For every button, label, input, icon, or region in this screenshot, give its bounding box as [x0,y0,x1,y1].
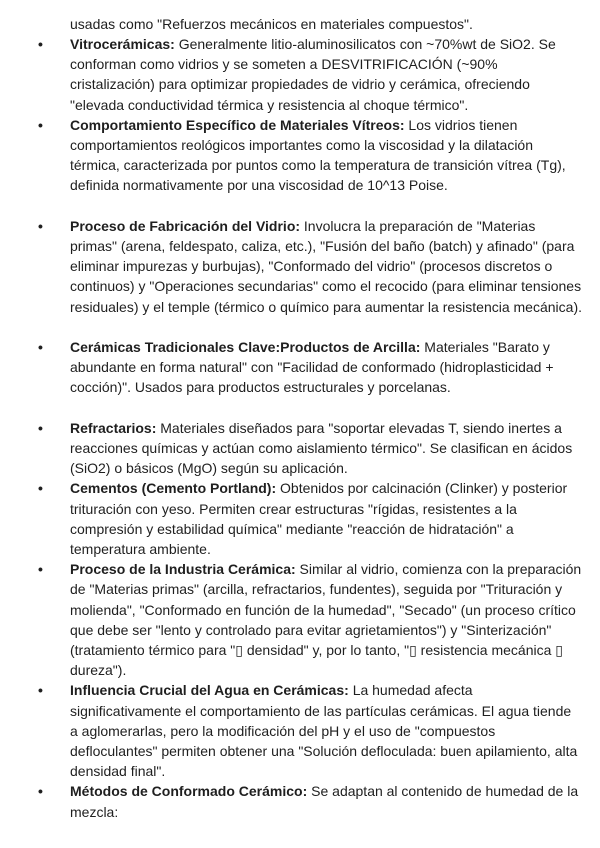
list-item [0,559,582,680]
item-text: Se adaptan al contenido de humedad de la mezcla: [70,783,579,820]
bullet-icon: • [38,783,43,800]
item-title: Métodos de Conformado Cerámico: [70,783,308,800]
item-title: Comportamiento Específico de Materiales Vítreos: [70,116,405,133]
item-text: Materiales "Barato y abundante en forma natural" con "Facilidad de conformado (hidroplasticidad + cocción)". Usados para productos estructurales y porcelanas. [70,338,554,396]
item-text: Materiales diseñados para "soportar elevadas T, siendo inertes a reacciones químicas y actúan como aislamiento térmico". Se clasifican en ácidos (SiO2) o básicos (MgO) según su aplicación. [70,419,573,477]
list-item [0,418,582,479]
bullet-icon: • [38,682,43,699]
list-item [0,680,582,781]
item-text: Los vidrios tienen comportamientos reológicos importantes como la viscosidad y la dilatación térmica, caracterizada por puntos como la temperatura de transición vítrea (Tg), definida normativamente por una viscosidad de 10^13 Poise. [70,116,566,194]
item-text: Generalmente litio-aluminosilicatos con ~70%wt de SiO2. Se conforman como vidrios y se someten a DESVITRIFICACIÓN (~90% cristalización) para optimizar propiedades de vidrio y cerámica, ofreciendo "elevada conductividad térmica y resistencia al choque térmico". [70,36,556,113]
list-item [0,216,582,337]
continuation-paragraph: usadas como "Refuerzos mecánicos en materiales compuestos". [70,16,473,32]
bullet-icon: • [38,480,43,497]
item-title: Cementos (Cemento Portland): [70,480,277,497]
bullet-icon: • [38,419,43,436]
list-item [0,781,582,821]
item-title: Proceso de la Industria Cerámica: [70,561,296,578]
item-text: Involucra la preparación de "Materias primas" (arena, feldespato, caliza, etc.), "Fusión del baño (batch) y afinado" (para eliminar impurezas y burbujas), "Conformado del vidrio" (procesos discretos o continuos) y "Operaciones secundarias" como el recocido (para eliminar tensiones residuales) y el temple (térmico o químico para aumentar la resistencia mecánica). [70,217,582,315]
item-title: Influencia Crucial del Agua en Cerámicas: [70,682,349,699]
list-item [0,115,582,216]
list-item [0,337,582,418]
item-title: Refractarios: [70,419,157,436]
bullet-icon: • [38,116,43,133]
item-text: Obtenidos por calcinación (Clinker) y posterior trituración con yeso. Permiten crear estructuras "rígidas, resistentes a la compresión y estabilidad química" mediante "reacción de hidratación" a temperatura ambiente. [70,480,568,557]
item-text: Similar al vidrio, comienza con la preparación de "Materias primas" (arcilla, refractarios, fundentes), seguida por "Trituración y molienda", "Conformado en función de la humedad", "Secado" (un proceso crítico que debe ser "lento y controlado para evitar agrietamientos") y "Sinterización" (tratamiento térmico para "▯ densidad" y, por lo tanto, "▯ resistencia mecánica ▯ dureza"). [70,561,582,679]
bullet-list [0,34,600,822]
bullet-icon: • [38,217,43,234]
item-title: Cerámicas Tradicionales Clave:Productos de Arcilla: [70,338,421,355]
bullet-icon: • [38,561,43,578]
item-text: La humedad afecta significativamente el comportamiento de las partículas cerámicas. El agua tiende a aglomerarlas, pero la modificación del pH y el uso de "compuestos defloculantes" permiten obtener una "Solución defloculada: buen apilamiento, alta densidad final". [70,682,578,780]
list-item [0,34,582,115]
list-item [0,478,582,559]
bullet-icon: • [38,338,43,355]
item-title: Proceso de Fabricación del Vidrio: [70,217,301,234]
item-title: Vitrocerámicas: [70,36,175,52]
bullet-icon: • [38,36,43,52]
